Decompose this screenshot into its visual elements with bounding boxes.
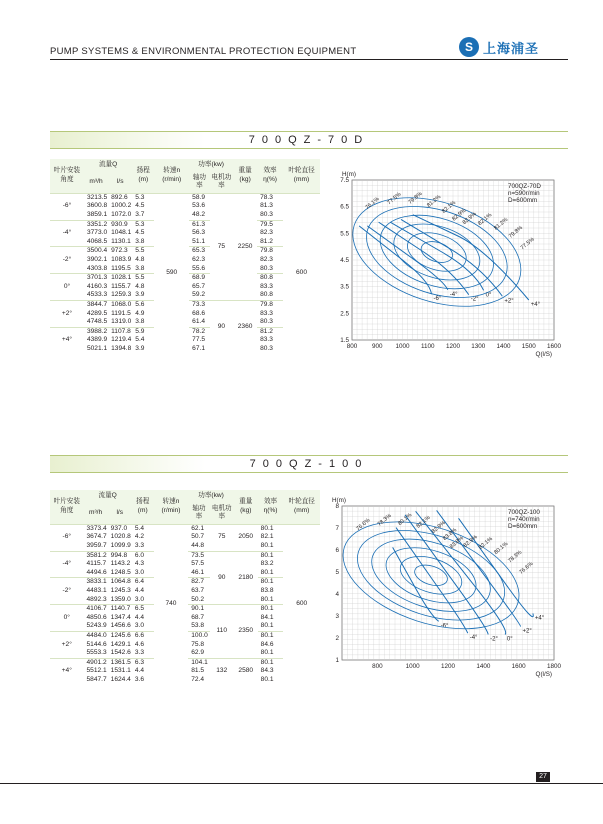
x-axis-label: Q(l/S) [535, 671, 552, 678]
efficiency-label: 82.1% [477, 212, 494, 228]
x-axis-label: Q(l/S) [535, 351, 552, 358]
chart-subtitle: D=600mm [508, 523, 538, 530]
efficiency-label: 76.1% [364, 196, 381, 211]
head: 5.3 4.5 3.8 [135, 220, 145, 245]
efficiency: 80.1 84.1 80.1 [260, 605, 274, 630]
y-tick-label: 6 [335, 547, 339, 554]
efficiency-label: 81.2% [426, 194, 443, 209]
flow-ls: 892.6 1000.2 1072.0 [111, 193, 132, 218]
shaft-power: 82.7 63.7 50.2 [191, 578, 205, 603]
head: 5.4 4.2 3.3 [134, 524, 145, 549]
x-tick-label: 1400 [496, 343, 511, 350]
efficiency-label: 77.5% [519, 236, 536, 252]
col-flow-ls: l/s [116, 508, 124, 516]
efficiency-label: 80.1% [493, 541, 510, 556]
flow-m3h: 3500.4 3902.1 4303.8 [86, 247, 108, 272]
head: 5.6 4.9 3.8 [135, 300, 145, 326]
series-label: 0° [485, 292, 492, 299]
efficiency-label: 77.5% [386, 191, 403, 207]
col-power: 功率(kw) [198, 492, 224, 499]
head: 6.0 4.3 3.0 [134, 551, 145, 576]
flow-ls: 1068.0 1191.5 1319.0 [111, 300, 132, 326]
weight: 2580 [238, 667, 254, 675]
col-flow-ls: l/s [116, 177, 124, 185]
blade-angle: +2° [61, 640, 72, 648]
efficiency-label: 82.1% [477, 536, 494, 551]
efficiency-label: 76.6% [355, 517, 372, 533]
flow-m3h: 3351.2 3773.0 4068.5 [86, 220, 108, 245]
spec-table-1 [50, 159, 320, 353]
x-tick-label: 1600 [511, 663, 526, 670]
efficiency: 80.1 84.3 80.1 [260, 658, 274, 683]
head: 6.6 4.6 3.3 [134, 631, 145, 657]
shaft-power: 90.1 68.7 53.8 [191, 605, 205, 630]
footer-divider [0, 783, 603, 784]
weight: 2350 [238, 627, 254, 635]
col-weight: 重量(kg) [239, 498, 253, 514]
blade-angle: -2° [62, 586, 71, 594]
efficiency: 80.1 84.6 80.1 [260, 631, 274, 657]
shaft-power: 68.9 65.7 59.2 [192, 274, 205, 299]
flow-ls: 1028.1 1155.7 1259.3 [111, 274, 132, 299]
y-axis-label: H(m) [332, 497, 346, 504]
x-tick-label: 800 [346, 343, 358, 350]
chart-svg [330, 166, 570, 362]
blade-angle: -4° [62, 560, 71, 568]
col-head: 扬程(m) [136, 167, 150, 183]
chart-title: 700QZ-100 [508, 509, 540, 516]
col-flow: 流量Q [98, 161, 118, 168]
head: 5.5 4.8 3.9 [135, 274, 145, 299]
flow-m3h: 3373.4 3674.7 3959.7 [86, 524, 107, 549]
chart-subtitle: D=600mm [508, 197, 538, 204]
head: 6.5 4.4 3.0 [134, 605, 145, 630]
weight: 2180 [238, 573, 254, 581]
x-tick-label: 1600 [546, 343, 562, 350]
company-logo [459, 37, 539, 57]
series-label: -6° [433, 296, 442, 303]
y-tick-label: 1.5 [340, 337, 349, 344]
col-motor-power: 电机功率 [211, 173, 232, 190]
header-title: PUMP SYSTEMS & ENVIRONMENTAL PROTECTION EQUIPMENT [50, 46, 357, 57]
series-label: -4° [449, 291, 458, 298]
col-motor-power: 电机功率 [211, 504, 232, 521]
flow-ls: 1107.8 1219.4 1394.8 [111, 327, 132, 352]
flow-m3h: 3581.2 4115.7 4494.6 [86, 551, 107, 576]
motor-power: 75 [217, 242, 226, 250]
blade-angle: 0° [63, 613, 70, 621]
logo-text: 上海浦圣 [483, 40, 540, 56]
col-blade-angle: 叶片安装角度 [53, 167, 81, 183]
weight: 2250 [237, 242, 253, 250]
blade-angle: -2° [62, 255, 72, 263]
y-tick-label: 5.5 [340, 230, 349, 238]
impeller-diameter: 600 [296, 600, 308, 608]
blade-angle: 0° [63, 282, 71, 290]
page-number: 27 [536, 772, 550, 782]
flow-ls: 1245.6 1429.1 1542.6 [110, 631, 131, 657]
performance-chart-1 [330, 166, 570, 362]
col-head: 扬程(m) [136, 498, 150, 514]
impeller-diameter: 600 [295, 269, 307, 277]
blade-angle: -4° [62, 229, 72, 237]
blade-angle: +2° [61, 309, 73, 317]
head: 6.4 4.4 3.0 [134, 578, 145, 603]
col-speed: 转速n (r/min) [162, 167, 182, 183]
chart-subtitle: n=740r/min [508, 516, 540, 523]
col-efficiency: 效率η(%) [263, 167, 277, 183]
efficiency-label: 79.8% [407, 190, 424, 206]
series-label: -2° [470, 296, 479, 303]
blade-angle: +4° [61, 667, 72, 675]
x-tick-label: 1400 [476, 663, 491, 670]
header-divider [50, 59, 568, 60]
shaft-power: 78.2 77.5 67.1 [192, 327, 205, 352]
efficiency: 79.8 82.3 80.3 [260, 247, 273, 272]
efficiency-label: 82.9% [461, 211, 478, 227]
shaft-power: 58.9 53.6 48.2 [192, 193, 205, 218]
flow-m3h: 3844.7 4289.5 4748.5 [86, 300, 108, 326]
col-flow-m3h: m³/h [88, 508, 103, 516]
series-label: +2° [522, 628, 532, 635]
efficiency: 80.1 82.1 80.1 [260, 524, 274, 549]
blade-angle: -6° [62, 533, 71, 541]
logo-mark-icon: S [459, 37, 479, 57]
col-shaft-power: 轴功率 [192, 504, 206, 521]
y-tick-label: 3 [335, 613, 339, 620]
col-weight: 重量(kg) [238, 167, 252, 183]
efficiency-label: 82.1% [441, 199, 458, 215]
series-label: +2° [504, 298, 514, 305]
efficiency-label: 76.6% [518, 561, 535, 576]
y-tick-label: 4.5 [340, 257, 349, 264]
y-tick-label: 7.5 [340, 177, 349, 184]
efficiency: 79.5 82.3 81.2 [260, 220, 273, 245]
x-tick-label: 1200 [445, 343, 461, 350]
efficiency-label: 82.9% [451, 207, 468, 223]
x-tick-label: 1100 [420, 343, 435, 350]
shaft-power: 62.1 50.7 44.8 [191, 524, 205, 549]
col-efficiency: 效率η(%) [263, 498, 278, 514]
flow-ls: 937.0 1020.8 1099.9 [110, 524, 131, 549]
chart-title: 700QZ-70D [508, 183, 541, 190]
efficiency-label: 82.9% [430, 520, 447, 535]
x-tick-label: 1200 [440, 663, 456, 670]
flow-m3h: 3833.1 4483.1 4892.3 [86, 578, 107, 603]
col-flow: 流量Q [98, 492, 117, 499]
col-flow-m3h: m³/h [89, 177, 103, 185]
flow-m3h: 4484.0 5144.6 5553.3 [86, 631, 107, 657]
flow-ls: 994.8 1143.2 1248.5 [110, 551, 131, 576]
efficiency-label: 83.8% [448, 535, 465, 551]
performance-chart-2 [320, 492, 570, 682]
head: 6.3 4.4 3.6 [134, 658, 145, 683]
col-speed: 转速n (r/min) [161, 498, 181, 514]
head: 5.3 4.5 3.7 [135, 193, 145, 218]
col-power: 功率(kw) [198, 161, 224, 168]
efficiency-label: 83.8% [442, 527, 459, 542]
series-label: -4° [469, 635, 478, 642]
y-tick-label: 2.5 [340, 310, 349, 318]
flow-ls: 1064.8 1245.3 1359.0 [110, 578, 131, 603]
y-tick-label: 4 [335, 591, 339, 598]
spec-table-2 [50, 490, 320, 684]
series-label: 0° [506, 636, 513, 643]
flow-m3h: 4106.7 4850.6 5243.9 [86, 605, 107, 630]
efficiency-label: 78.3% [507, 549, 524, 565]
shaft-power: 73.5 57.5 46.1 [191, 551, 205, 576]
shaft-power: 104.1 81.5 72.4 [191, 658, 208, 683]
motor-power: 90 [217, 322, 226, 330]
flow-m3h: 3213.5 3600.8 3859.1 [86, 193, 108, 218]
efficiency-label: 79.8% [507, 224, 524, 240]
col-impeller: 叶轮直径(mm) [288, 498, 315, 514]
y-tick-label: 2 [335, 635, 339, 642]
speed: 740 [165, 600, 177, 608]
section-title-2: 700QZ-100 [50, 455, 568, 473]
x-tick-label: 1500 [521, 343, 536, 350]
col-impeller: 叶轮直径(mm) [288, 167, 315, 183]
speed: 590 [166, 269, 178, 277]
col-shaft-power: 轴功率 [192, 173, 206, 190]
y-tick-label: 1 [335, 657, 339, 664]
x-tick-label: 1300 [471, 343, 486, 350]
x-tick-label: 1000 [395, 343, 410, 350]
series-label: -2° [490, 636, 498, 643]
head: 5.5 4.8 3.8 [135, 247, 145, 272]
shaft-power: 100.0 75.8 62.9 [191, 631, 208, 657]
x-tick-label: 1000 [405, 663, 420, 670]
shaft-power: 73.3 68.6 61.4 [192, 300, 205, 326]
efficiency-label: 81.2% [493, 216, 510, 232]
flow-m3h: 4901.2 5512.1 5847.7 [86, 658, 107, 683]
shaft-power: 65.3 62.3 55.6 [192, 247, 205, 272]
efficiency: 80.1 83.8 80.1 [260, 578, 274, 603]
x-tick-label: 900 [371, 343, 383, 350]
flow-m3h: 3701.3 4160.3 4533.3 [86, 274, 108, 299]
weight: 2050 [238, 533, 254, 541]
y-tick-label: 5 [335, 569, 339, 576]
y-tick-label: 8 [335, 503, 339, 510]
efficiency: 80.8 83.3 80.8 [260, 274, 273, 299]
efficiency-label: 82.1% [415, 514, 432, 530]
blade-angle: +4° [61, 336, 73, 344]
series-label: +4° [534, 615, 545, 622]
efficiency: 78.3 81.3 80.3 [260, 193, 273, 218]
motor-power: 110 [216, 627, 228, 635]
motor-power: 75 [218, 533, 226, 541]
x-tick-label: 800 [372, 663, 383, 670]
chart-svg [320, 492, 570, 682]
flow-m3h: 3988.2 4389.9 5021.1 [86, 327, 108, 352]
y-tick-label: 3.5 [340, 283, 349, 291]
series-label: -6° [440, 623, 449, 630]
head: 5.9 5.4 3.9 [135, 327, 145, 352]
y-axis-label: H(m) [342, 171, 356, 178]
motor-power: 90 [218, 573, 226, 581]
efficiency: 81.2 83.3 80.3 [260, 327, 273, 352]
shaft-power: 61.3 56.3 51.1 [192, 220, 205, 245]
motor-power: 132 [216, 667, 228, 675]
series-label: +4° [530, 302, 541, 308]
section-title-1: 700QZ-70D [50, 131, 568, 149]
flow-ls: 930.9 1048.1 1130.1 [111, 220, 132, 245]
efficiency: 80.1 83.2 80.1 [260, 551, 274, 576]
y-tick-label: 6.5 [340, 203, 349, 211]
efficiency: 79.8 83.3 80.3 [260, 300, 273, 326]
y-tick-label: 7 [335, 525, 339, 532]
weight: 2360 [237, 322, 253, 330]
flow-ls: 1140.7 1347.4 1456.6 [110, 605, 131, 630]
efficiency-label: 80.1% [397, 512, 414, 528]
chart-subtitle: n=590r/min [508, 190, 540, 197]
col-blade-angle: 叶片安装角度 [53, 498, 80, 514]
x-tick-label: 1800 [546, 663, 562, 670]
flow-ls: 972.3 1083.9 1195.5 [111, 247, 132, 272]
efficiency-label: 82.9% [462, 534, 479, 550]
flow-ls: 1361.5 1531.1 1624.4 [110, 658, 131, 683]
efficiency-label: 78.3% [376, 512, 393, 528]
blade-angle: -6° [62, 202, 72, 210]
